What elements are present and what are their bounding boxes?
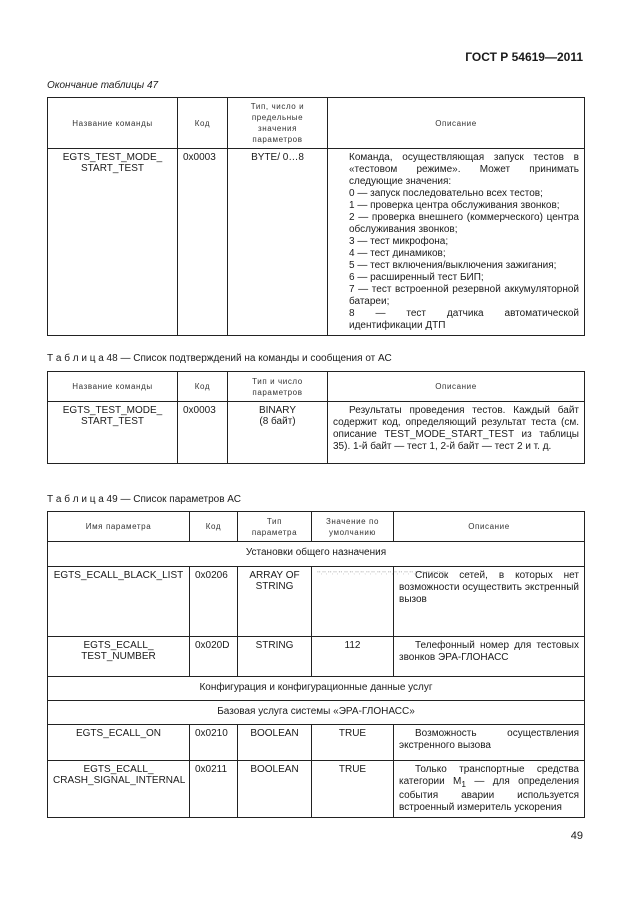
- table49-row3-default: TRUE: [312, 725, 394, 761]
- table47-desc-value: 6 — расширенный тест БИП;: [349, 272, 484, 283]
- table49-row1-desc: Список сетей, в которых нет возможности осуществить экстренный вызов: [394, 567, 585, 637]
- table49-row3-code: 0x0210: [190, 725, 238, 761]
- table48-header-type: Тип и число параметров: [228, 372, 328, 402]
- table47-desc-value: 0 — запуск последовательно всех тестов;: [349, 188, 543, 199]
- table49-caption: Т а б л и ц а 49 — Список параметров АС: [47, 494, 241, 505]
- table49-row3-desc: Возможность осуществления экстренного вызова: [394, 725, 585, 761]
- table49-row4-name-line2: CRASH_SIGNAL_INTERNAL: [53, 775, 186, 786]
- table47-desc-value: 3 — тест микрофона;: [349, 236, 449, 247]
- table48-cell-desc: Результаты проведения тестов. Каждый байт содержит код, определяющий результат теста (см. описание TEST_MODE_START_TEST из таблицы 35). 1-й байт — тест 1, 2-й байт — тест 2 и т. д.: [328, 402, 585, 464]
- table49-header-desc: Описание: [394, 512, 585, 542]
- table48-header-code: Код: [178, 372, 228, 402]
- table48-caption: Т а б л и ц а 48 — Список подтверждений на команды и сообщения от АС: [47, 353, 392, 364]
- table49-row2-code: 0x020D: [190, 637, 238, 677]
- table49-section-base-service: Базовая услуга системы «ЭРА-ГЛОНАСС»: [48, 701, 585, 725]
- table49-row4-code: 0x0211: [190, 761, 238, 818]
- table48-cell-name: EGTS_TEST_MODE_ START_TEST: [48, 402, 178, 464]
- table49-section-config: Конфигурация и конфигурационные данные услуг: [48, 677, 585, 701]
- table47-caption: Окончание таблицы 47: [47, 80, 159, 91]
- table49-row3-name: EGTS_ECALL_ON: [48, 725, 190, 761]
- table49-row1-name: EGTS_ECALL_BLACK_LIST: [48, 567, 190, 637]
- table49-row1-type-line2: STRING: [255, 581, 294, 592]
- table49: [47, 511, 585, 818]
- table49-row1-default-text: "","","","","","","","","","","","","","","","","","","","","","","","": [317, 570, 447, 575]
- table49-header-type: Тип параметра: [238, 512, 312, 542]
- table49-row4-default: TRUE: [312, 761, 394, 818]
- table49-row4-name-line1: EGTS_ECALL_: [83, 764, 154, 775]
- table48: [47, 371, 585, 464]
- table49-row4-desc-sub: 1: [461, 779, 467, 789]
- table47-header-name: Название команды: [48, 98, 178, 149]
- table49-row1-code: 0x0206: [190, 567, 238, 637]
- table49-row4-desc-part1: Только транспортные средства категории M: [399, 764, 579, 787]
- table47-cell-desc: [328, 149, 585, 336]
- table49-row1-type-line1: ARRAY OF: [249, 570, 300, 581]
- table47-desc-value: 8 — тест датчика автоматической идентификации ДТП: [349, 308, 579, 331]
- table49-row2-desc: Телефонный номер для тестовых звонков ЭРА-ГЛОНАСС: [394, 637, 585, 677]
- table48-type-line2: (8 байт): [259, 416, 296, 427]
- table49-row4-name: [48, 761, 190, 818]
- table47-cell-type: BYTE/ 0…8: [228, 149, 328, 336]
- table47-desc-value: 7 — тест встроенной резервной аккумуляторной батареи;: [349, 284, 579, 307]
- page-number: 49: [570, 830, 583, 842]
- table48-cell-code: 0x0003: [178, 402, 228, 464]
- table47: [47, 97, 585, 336]
- table48-type-line1: BINARY: [258, 405, 297, 416]
- table49-row2-name: EGTS_ECALL_ TEST_NUMBER: [48, 637, 190, 677]
- table47-desc-intro: Команда, осуществляющая запуск тестов в «тестовом режиме». Может принимать следующие значения:: [349, 152, 579, 187]
- table49-row2-default: 112: [312, 637, 394, 677]
- table49-row4-desc: [394, 761, 585, 818]
- table47-desc-value: 2 — проверка внешнего (коммерческого) центра обслуживания звонков;: [349, 212, 579, 235]
- table47-header-code: Код: [178, 98, 228, 149]
- table47-header-desc: Описание: [328, 98, 585, 149]
- table48-cell-type: [228, 402, 328, 464]
- table49-row3-type: BOOLEAN: [238, 725, 312, 761]
- table49-row4-type: BOOLEAN: [238, 761, 312, 818]
- document-code: ГОСТ Р 54619—2011: [465, 50, 583, 64]
- table49-section-general: Установки общего назначения: [48, 542, 585, 567]
- table47-cell-name: EGTS_TEST_MODE_ START_TEST: [48, 149, 178, 336]
- table49-row4-desc-part2: — для определения события аварии используется встроенный измеритель ускорения: [399, 776, 579, 813]
- table47-cell-code: 0x0003: [178, 149, 228, 336]
- table47-desc-value: 5 — тест включения/выключения зажигания;: [349, 260, 557, 271]
- table49-header-code: Код: [190, 512, 238, 542]
- table47-header-type: Тип, число и предельные значения параметров: [228, 98, 328, 149]
- table49-row1-default: [312, 567, 447, 637]
- table49-header-default: Значение по умолчанию: [312, 512, 394, 542]
- table48-header-desc: Описание: [328, 372, 585, 402]
- table49-header-name: Имя параметра: [48, 512, 190, 542]
- table47-desc-value: 4 — тест динамиков;: [349, 248, 446, 259]
- table48-header-name: Название команды: [48, 372, 178, 402]
- table49-row2-type: STRING: [238, 637, 312, 677]
- table47-desc-value: 1 — проверка центра обслуживания звонков;: [349, 200, 560, 211]
- table49-row1-type: [238, 567, 312, 637]
